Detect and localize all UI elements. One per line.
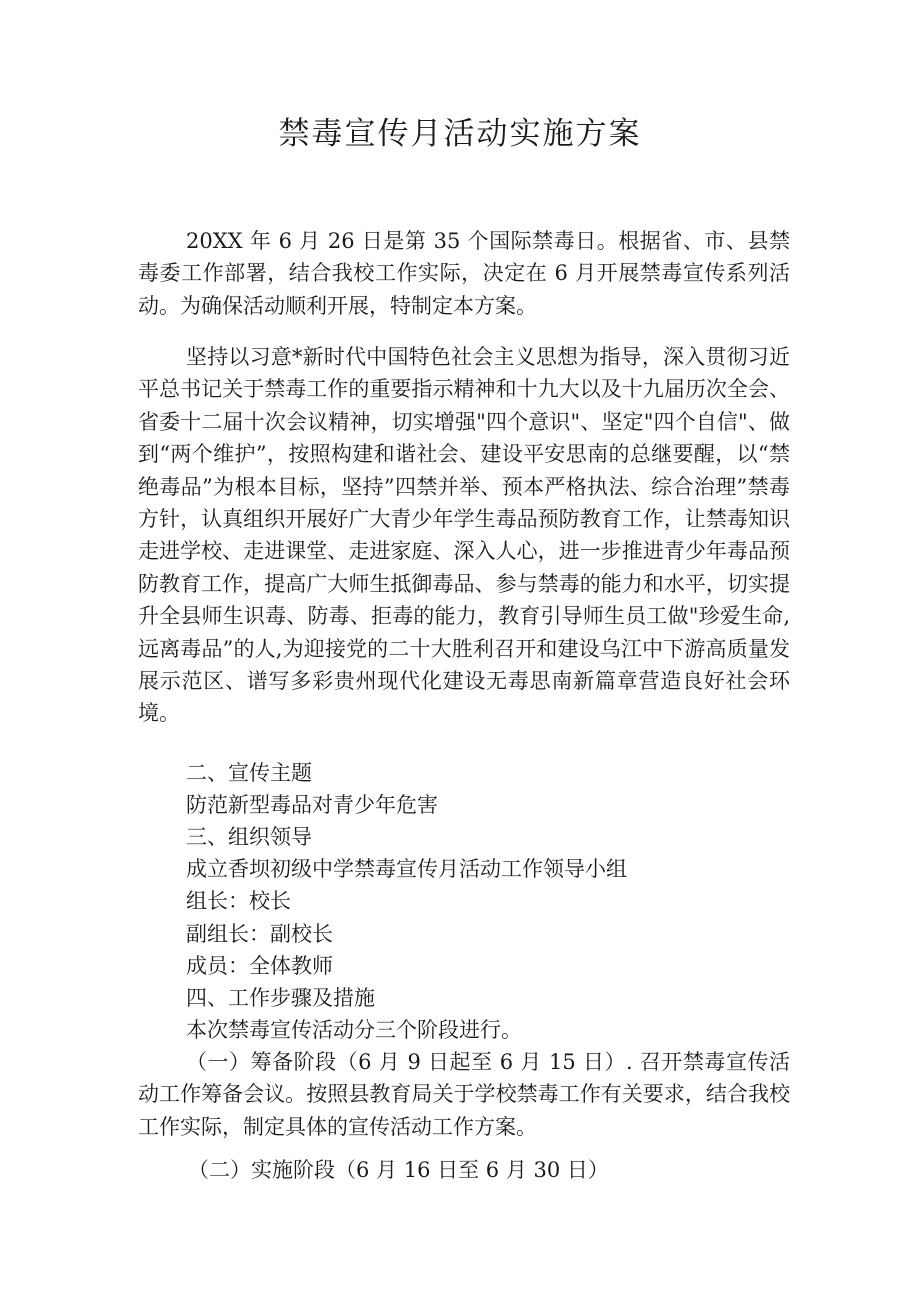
steps-intro-text: 本次禁毒宣传活动分三个阶段进行。 — [186, 1018, 522, 1042]
intro-paragraph: 20XX 年 6 月 26 日是第 35 个国际禁毒日。根据省、市、县禁毒委工作部署，结合我校工作实际，决定在 6 月开展禁毒宣传系列活动。为确保活动顺利开展，特制定本方案。 — [138, 229, 790, 318]
organization-text: 成立香坝初级中学禁毒宣传月活动工作领导小组 — [186, 857, 627, 881]
section-heading-organization: 三、组织领导 — [186, 825, 312, 849]
phase-two-heading: （二）实施阶段（6 月 16 日至 6 月 30 日） — [188, 1158, 609, 1182]
section-heading-theme: 二、宣传主题 — [186, 761, 312, 785]
group-leader-line: 组长：校长 — [186, 889, 291, 913]
guiding-ideology-paragraph: 坚持以习意*新时代中国特色社会主义思想为指导，深入贯彻习近平总书记关于禁毒工作的重要指示精神和十九大以及十九届历次全会、省委十二届十次会议精神，切实增强"四个意识"、坚定"四个自信"、做到“两个维护”，按照构建和谐社会、建设平安思南的总继要醒，以“禁绝毒品”为根本目标，坚持”四禁并举、预本严格执法、综合治理”禁毒方针，认真组织开展好广大青少年学生毒品预防教育工作，让禁毒知识走进学校、走进课堂、走进家庭、深入人心，进一步推进青少年毒品预防教育工作，提高广大师生抵御毒品、参与禁毒的能力和水平，切实提升全县师生识毒、防毒、拒毒的能力，教育引导师生员工做"珍爱生命,远离毒品”的人,为迎接党的二十大胜利召开和建设乌江中下游高质量发展示范区、谱写多彩贵州现代化建设无毒思南新篇章营造良好社会环境。 — [138, 345, 790, 726]
phase-one-paragraph: （一）筹备阶段（6 月 9 日起至 6 月 15 日）. 召开禁毒宣传活动工作筹备会议。按照县教育局关于学校禁毒工作有关要求，结合我校工作实际，制定具体的宣传活动工作方案。 — [138, 1050, 790, 1139]
section-heading-steps: 四、工作步骤及措施 — [186, 986, 375, 1010]
document-title: 禁毒宣传月活动实施方案 — [278, 116, 642, 152]
deputy-leader-line: 副组长：副校长 — [186, 922, 333, 946]
theme-text: 防范新型毒品对青少年危害 — [186, 793, 438, 817]
members-line: 成员：全体教师 — [186, 954, 333, 978]
